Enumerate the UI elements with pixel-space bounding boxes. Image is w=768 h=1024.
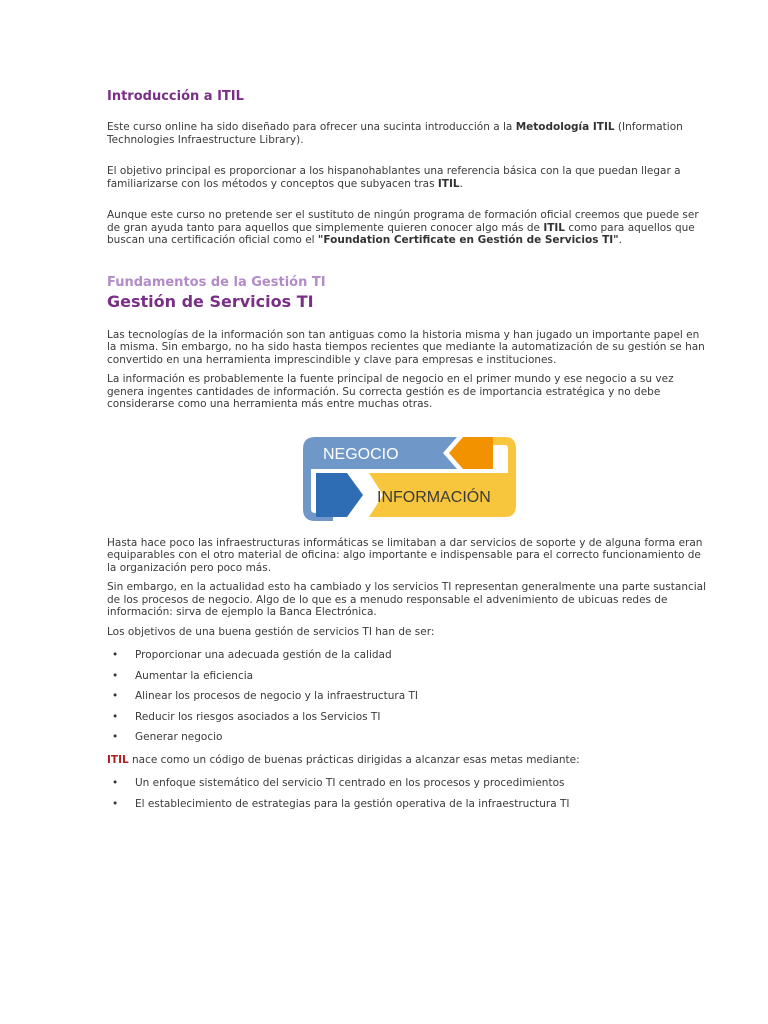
objectives-list bbox=[107, 649, 707, 744]
informacion-label: INFORMACIÓN bbox=[377, 488, 491, 506]
list-item: • Un enfoque sistemático del servicio TI centrado en los procesos y procedimientos bbox=[107, 777, 707, 790]
section-title: Gestión de Servicios TI bbox=[107, 291, 314, 311]
itil-highlight: ITIL bbox=[107, 753, 129, 766]
section-paragraph-5: Los objetivos de una buena gestión de servicios TI han de ser: bbox=[107, 625, 435, 638]
list-item: • Generar negocio bbox=[107, 731, 707, 744]
section-paragraph-6: ITIL nace como un código de buenas prácticas dirigidas a alcanzar esas metas mediante: bbox=[107, 753, 580, 766]
section-subtitle: Fundamentos de la Gestión TI bbox=[107, 274, 326, 290]
list-item: • El establecimiento de estrategias para la gestión operativa de la infraestructura TI bbox=[107, 798, 707, 811]
negocio-informacion-diagram bbox=[107, 411, 707, 529]
means-list bbox=[107, 777, 707, 810]
negocio-label: NEGOCIO bbox=[323, 445, 399, 463]
diagram-graphic bbox=[107, 411, 707, 529]
intro-paragraph-2: El objetivo principal es proporcionar a los hispanohablantes una referencia básica con la que puedan llegar a familiarizarse con los métodos y conceptos que subyacen tras ITIL. bbox=[107, 165, 681, 190]
section-paragraph-2: La información es probablemente la fuente principal de negocio en el primer mundo y ese negocio a su vez genera ingentes cantidades de información. Su correcta gestión es de importancia estratégica y no debe considerarse como una herramienta más entre muchas otras. bbox=[107, 373, 674, 410]
orange-chevron-shape bbox=[449, 437, 493, 469]
list-item: • Aumentar la eficiencia bbox=[107, 670, 707, 683]
intro-paragraph-3: Aunque este curso no pretende ser el sustituto de ningún programa de formación oficial creemos que puede ser de gran ayuda tanto para aquellos que simplemente quieren conocer algo más de ITIL como para aquellos que buscan una certificación oficial como el "Foundation Certificate en Gestión de Servicios TI". bbox=[107, 209, 699, 246]
document-body bbox=[107, 88, 707, 810]
list-item: • Reducir los riesgos asociados a los Servicios TI bbox=[107, 711, 707, 724]
section-paragraph-3: Hasta hace poco las infraestructuras informáticas se limitaban a dar servicios de soporte y de alguna forma eran equiparables con el otro material de oficina: algo importante e indispensable para el correcto funcionamiento de la organización pero poco más. bbox=[107, 536, 703, 574]
list-item: • Proporcionar una adecuada gestión de la calidad bbox=[107, 649, 707, 662]
intro-paragraph-1: Este curso online ha sido diseñado para ofrecer una sucinta introducción a la Metodología ITIL (Information Technologies Infraestructure Library). bbox=[107, 121, 683, 146]
blue-chevron-shape bbox=[316, 473, 363, 517]
section-paragraph-1: Las tecnologías de la información son tan antiguas como la historia misma y han jugado un importante papel en la misma. Sin embargo, no ha sido hasta tiempos recientes que mediante la automatización de su gestión se han convertido en una herramienta imprescindible y clave para empresas e instituciones. bbox=[107, 328, 705, 366]
section-paragraph-4: Sin embargo, en la actualidad esto ha cambiado y los servicios TI representan generalmente una parte sustancial de los procesos de negocio. Algo de lo que es a menudo responsable el advenimiento de ubicuas redes de información: sirva de ejemplo la Banca Electrónica. bbox=[107, 581, 707, 618]
intro-title: Introducción a ITIL bbox=[107, 89, 244, 104]
list-item: • Alinear los procesos de negocio y la infraestructura TI bbox=[107, 690, 707, 703]
